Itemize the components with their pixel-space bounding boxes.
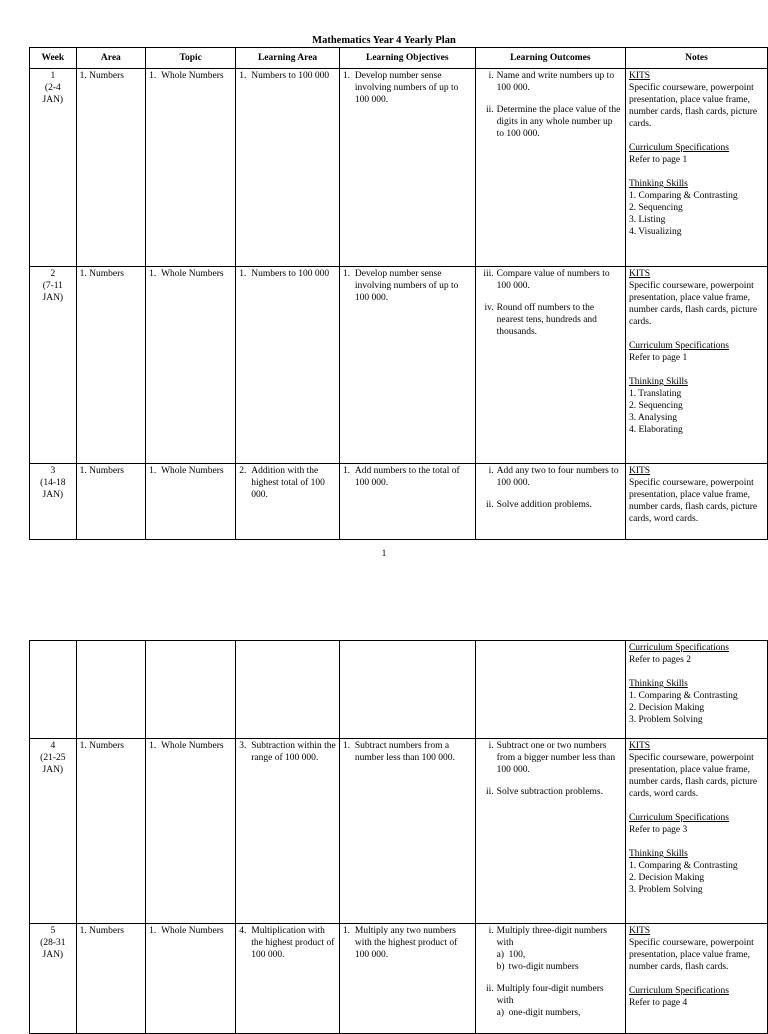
table-row <box>30 69 768 267</box>
learning-area-cell: 2. Addition with the highest total of 100 000. <box>236 464 340 540</box>
notes-cell: Curriculum Specifications Refer to pages 2 Thinking Skills 1. Comparing & Contrasting 2. Decision Making 3. Problem Solving <box>625 641 767 739</box>
objectives-cell: 1. Add numbers to the total of 100 000. <box>339 464 475 540</box>
column-header: Learning Objectives <box>339 48 475 69</box>
yearly-plan-table-continued <box>29 640 768 1034</box>
week-cell: 1 (2-4 JAN) <box>30 69 77 267</box>
yearly-plan-table <box>29 47 768 540</box>
area-cell: 1. Numbers <box>76 267 145 464</box>
outcome-item: ii. Solve subtraction problems. <box>486 787 604 797</box>
outcomes-cell <box>475 267 625 464</box>
topic-cell: 1. Whole Numbers <box>146 924 236 1034</box>
column-header: Learning Outcomes <box>475 48 625 69</box>
topic-cell: 1. Whole Numbers <box>146 267 236 464</box>
area-cell: 1. Numbers <box>76 464 145 540</box>
page-number: 1 <box>381 549 387 559</box>
notes-cell: KITS Specific courseware, powerpoint presentation, place value frame, number cards, flash cards, picture cards. Curriculum Specifications Refer to page 1 Thinking Skills 1. Comparing & Contrasting 2. Sequencing 3. Listing 4. Visualizing <box>625 69 767 267</box>
page-2 <box>0 590 768 1024</box>
topic-cell <box>146 641 236 739</box>
area-cell <box>76 641 145 739</box>
table-row <box>30 739 768 924</box>
table-header-row <box>30 48 768 69</box>
learning-area-cell: 4. Multiplication with the highest product of 100 000. <box>236 924 340 1034</box>
outcome-item: iv. Round off numbers to the nearest tens, hundreds and thousands. <box>484 303 597 337</box>
table-row <box>30 924 768 1034</box>
column-header: Week <box>30 48 77 69</box>
area-cell: 1. Numbers <box>76 69 145 267</box>
week-cell: 5 (28-31 JAN) <box>30 924 77 1034</box>
learning-area-cell <box>236 641 340 739</box>
objectives-cell: 1. Multiply any two numbers with the highest product of 100 000. <box>339 924 475 1034</box>
notes-cell: KITS Specific courseware, powerpoint presentation, place value frame, number cards, flash cards, picture cards. Curriculum Specifications Refer to page 1 Thinking Skills 1. Translating 2. Sequencing 3. Analysing 4. Elaborating <box>625 267 767 464</box>
week-cell: 2 (7-11 JAN) <box>30 267 77 464</box>
area-cell: 1. Numbers <box>76 924 145 1034</box>
topic-cell: 1. Whole Numbers <box>146 739 236 924</box>
learning-area-cell: 1. Numbers to 100 000 <box>236 267 340 464</box>
outcomes-cell <box>475 464 625 540</box>
outcome-item: i. Name and write numbers up to 100 000. <box>488 71 615 93</box>
week-cell: 3 (14-18 JAN) <box>30 464 77 540</box>
outcome-item: ii. Solve addition problems. <box>486 500 592 510</box>
outcome-item: i. Subtract one or two numbers from a bigger number less than 100 000. <box>488 741 616 775</box>
objectives-cell: 1. Develop number sense involving numbers of up to 100 000. <box>339 69 475 267</box>
column-header: Topic <box>146 48 236 69</box>
column-header: Area <box>76 48 145 69</box>
outcomes-cell <box>475 69 625 267</box>
outcome-item: ii. Determine the place value of the digits in any whole number up to 100 000. <box>486 105 621 139</box>
week-cell <box>30 641 77 739</box>
page-title: Mathematics Year 4 Yearly Plan <box>312 35 456 46</box>
outcome-item: ii. Multiply four-digit numbers with a) one-digit numbers, <box>486 984 604 1018</box>
table-row <box>30 267 768 464</box>
area-cell: 1. Numbers <box>76 739 145 924</box>
learning-area-cell: 1. Numbers to 100 000 <box>236 69 340 267</box>
objectives-cell: 1. Develop number sense involving numbers of up to 100 000. <box>339 267 475 464</box>
week-cell: 4 (21-25 JAN) <box>30 739 77 924</box>
outcome-item: i. Add any two to four numbers to 100 000. <box>488 466 619 488</box>
notes-cell: KITS Specific courseware, powerpoint presentation, place value frame, number cards, flash cards, picture cards, word cards. Curriculum Specifications Refer to page 3 Thinking Skills 1. Comparing & Contrasting 2. Decision Making 3. Problem Solving <box>625 739 767 924</box>
notes-cell: KITS Specific courseware, powerpoint presentation, place value frame, number cards, flash cards, picture cards, word cards. <box>625 464 767 540</box>
outcomes-cell <box>475 641 625 739</box>
objectives-cell <box>339 641 475 739</box>
column-header: Notes <box>625 48 767 69</box>
outcomes-cell <box>475 924 625 1034</box>
table-row <box>30 641 768 739</box>
column-header: Learning Area <box>236 48 340 69</box>
notes-cell: KITS Specific courseware, powerpoint presentation, place value frame, number cards, flash cards. Curriculum Specifications Refer to page 4 <box>625 924 767 1034</box>
topic-cell: 1. Whole Numbers <box>146 69 236 267</box>
outcome-item: i. Multiply three-digit numbers with a) 100, b) two-digit numbers <box>488 926 607 972</box>
table-row <box>30 464 768 540</box>
outcomes-cell <box>475 739 625 924</box>
outcome-item: iii. Compare value of numbers to 100 000. <box>483 269 610 291</box>
learning-area-cell: 3. Subtraction within the range of 100 000. <box>236 739 340 924</box>
topic-cell: 1. Whole Numbers <box>146 464 236 540</box>
objectives-cell: 1. Subtract numbers from a number less than 100 000. <box>339 739 475 924</box>
